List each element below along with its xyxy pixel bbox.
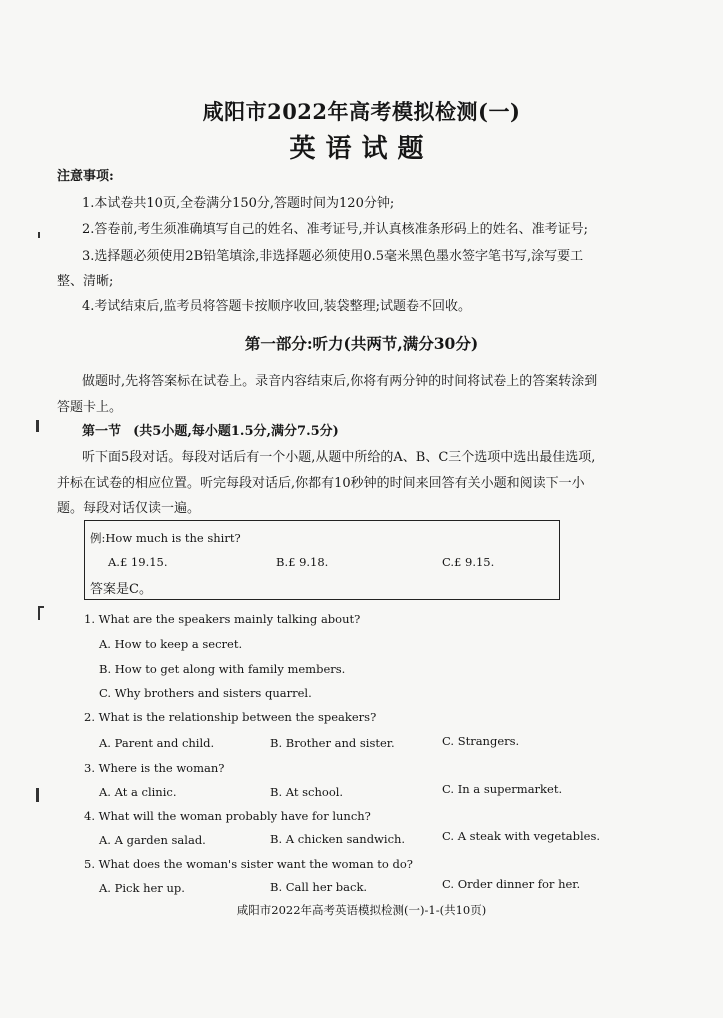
q2-option-b: B. Brother and sister.: [270, 736, 395, 750]
q5-option-c: C. Order dinner for her.: [442, 877, 581, 891]
section1-instruction: 并标在试卷的相应位置。听完每段对话后,你都有10秒钟的时间来回答有关小题和阅读下一小: [57, 476, 585, 491]
q5-option-b: B. Call her back.: [270, 880, 368, 894]
q3-option-b: B. At school.: [270, 785, 344, 799]
note-item: 整、清晰;: [57, 274, 114, 289]
note-item: 3.选择题必须使用2B铅笔填涂,非选择题必须使用0.5毫米黑色墨水签字笔书写,涂写要工: [82, 249, 584, 264]
q4-option-a: A. A garden salad.: [99, 833, 206, 847]
q2-option-a: A. Parent and child.: [99, 736, 215, 750]
q5-option-a: A. Pick her up.: [99, 881, 185, 895]
example-answer: 答案是C。: [90, 582, 152, 597]
example-option-b: B.£ 9.18.: [276, 555, 329, 569]
section1-heading: [82, 420, 339, 439]
q4-option-b: B. A chicken sandwich.: [270, 832, 406, 846]
q1-option-c: C. Why brothers and sisters quarrel.: [99, 686, 312, 700]
part1-intro: 做题时,先将答案标在试卷上。录音内容结束后,你将有两分钟的时间将试卷上的答案转涂到: [82, 374, 598, 389]
example-option-c: C.£ 9.15.: [442, 555, 495, 569]
section1-instruction: 听下面5段对话。每段对话后有一个小题,从题中所给的A、B、C三个选项中选出最佳选项,: [82, 450, 596, 465]
notes-heading: 注意事项:: [57, 169, 114, 184]
scan-mark: [38, 606, 40, 620]
question-3: 3. Where is the woman?: [84, 761, 225, 775]
scan-mark: [36, 788, 39, 802]
note-item: 4.考试结束后,监考员将答题卡按顺序收回,装袋整理;试题卷不回收。: [82, 299, 472, 314]
question-2: 2. What is the relationship between the speakers?: [84, 710, 377, 724]
scan-mark: [38, 606, 44, 608]
q3-option-a: A. At a clinic.: [99, 785, 177, 799]
section1-info: (共5小题,每小题1.5分,满分7.5分): [133, 424, 339, 439]
part1-intro: 答题卡上。: [57, 400, 123, 415]
subject-title: 英语试题: [289, 134, 434, 164]
scan-mark: [36, 420, 39, 432]
page-footer: 咸阳市2022年高考英语模拟检测(一)-1-(共10页): [236, 903, 487, 917]
exam-title: 咸阳市2022年高考模拟检测(一): [202, 99, 521, 124]
section1-label: 第一节: [82, 424, 122, 439]
scan-mark: [38, 232, 40, 238]
question-4: 4. What will the woman probably have for lunch?: [84, 809, 371, 823]
note-item: 1.本试卷共10页,全卷满分150分,答题时间为120分钟;: [82, 196, 395, 211]
q3-option-c: C. In a supermarket.: [442, 782, 563, 796]
question-1: 1. What are the speakers mainly talking about?: [84, 612, 361, 626]
q1-option-a: A. How to keep a secret.: [99, 637, 243, 651]
part1-heading: 第一部分:听力(共两节,满分30分): [244, 334, 479, 353]
example-question: 例:How much is the shirt?: [90, 531, 241, 545]
note-item: 2.答卷前,考生须准确填写自己的姓名、准考证号,并认真核准条形码上的姓名、准考证号;: [82, 222, 589, 237]
example-option-a: A.£ 19.15.: [108, 555, 168, 569]
question-5: 5. What does the woman's sister want the woman to do?: [84, 857, 413, 871]
section1-instruction: 题。每段对话仅读一遍。: [57, 501, 201, 516]
q1-option-b: B. How to get along with family members.: [99, 662, 346, 676]
q2-option-c: C. Strangers.: [442, 734, 520, 748]
q4-option-c: C. A steak with vegetables.: [442, 829, 601, 843]
